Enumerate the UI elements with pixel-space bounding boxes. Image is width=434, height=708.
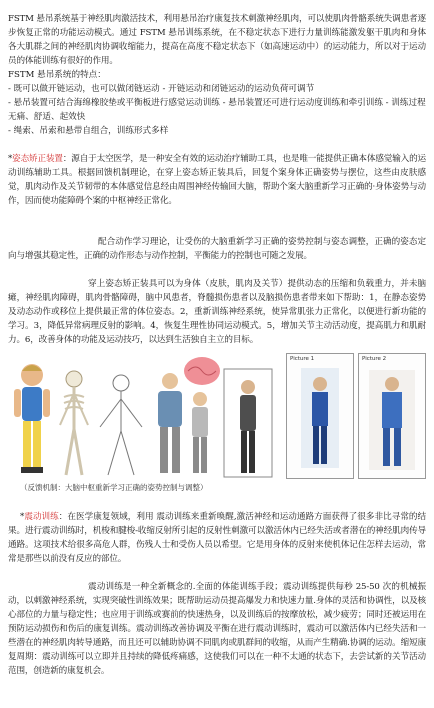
gallery-caption: （反馈机制：大脑中枢重新学习正确的姿势控制与调整） [20, 483, 208, 492]
picture-1 [286, 353, 354, 479]
skeleton-figure-icon [54, 367, 94, 479]
vibration-paragraph-2: 震动训练是一种全新概念的.全面的体能训练手段；震动训练提供每秒 25-50 次的机械振动，以刺激神经系统，实现突破性训练效果；既帮助运动员提高爆发力和快速力量.身体的灵活和协调性，以及核心部位的力量与稳定性；也应用于训练或赛前的快速热身，以及训练后的按摩放松，减少疲劳；同时还被运用在预防运动损伤和伤后的康复训练。震动训练改善协调及平衡在进行震动训练时，震动可以激活体内已经失活和一些潜在的神经肌肉转导通路，而且还可以辅助协调不同肌肉或肌群间的收缩，从而产生精确.协调的运动。缩短康复周期：震动训练可以立即并且持续的降低疼痛感，这使我们可以在一种不太通的状态下，去尝试新的关节活动范围，创造新的康复机会。 [8, 582, 426, 676]
features-title: FSTM 悬吊系统的特点： [8, 70, 106, 80]
frame-figure-icon [222, 367, 274, 479]
vibration-paragraph [8, 510, 426, 566]
feature-item: - 悬吊装置可结合海绵橡胶垫或平衡板进行感觉运动训练 - 悬吊装置还可进行运动度训练和牵引训练 - 训练过程无痛、舒适、起效快 [8, 98, 426, 122]
posture-paragraph [8, 152, 426, 208]
vibration-body-1: ：在医学康复领域，利用 震动训练来重新唤醒,激活神经和运动通路方面获得了很多非比寻常的结果。进行震动训练时，机梭和腱梭-收缩反射所引起的反射性刺激可以激活休内已经失活或者潜在的神经肌肉传导通路。这项技术给很多高危人群，伤残人士和受伤人员以希望。它是用身体的反射来使机体记住怎样去运动，常常是那些以前没有反应的部位。 [8, 512, 426, 564]
brain-figure-icon [180, 353, 224, 479]
picture-2 [358, 353, 426, 479]
bullet-marker: * [20, 512, 25, 522]
features-block [8, 68, 426, 138]
bullet-marker: * [8, 154, 13, 164]
feature-item: - 绳索、吊索和悬带自组合，训练形式多样 [8, 126, 169, 136]
suit-figure-icon [359, 354, 425, 478]
posture-paragraph-3: 穿上姿态矫正装具可以为身体（皮肤，肌肉及关节）提供动态的压缩和负载重力，并未脑瘫，神经肌肉障碍，肌肉骨骼障碍，脑中风患者，脊髓损伤患者以及脑损伤患者带来如下帮助：1，在静态姿势及动态动作或移位上提供最正常的体位姿态。2，重新训练神经系统，使异常肌张力正常化，以便进行新功能的学习。3，降低异常病理反射的影响。4，恢复生理性协同运动模式。5，增加关节主动活动度，提高肌力和肌耐力。6，改善身体的功能及运动技巧，以达到生活独自主立的目标。 [8, 279, 426, 345]
picture-1-label: Picture 1 [290, 356, 315, 362]
feature-item: - 既可以做开链运动，也可以做闭链运动 - 开链运动和闭链运动的运动负荷可调节 [8, 84, 315, 94]
posture-paragraph-2: 配合动作学习理论，让受伤的大脑重新学习正确的姿势控制与姿态调整，正确的姿态定向与增强其稳定性，正确的动作形态与动作控制，平衡能力的控制也可随之发展。 [8, 237, 426, 261]
posture-term: 姿态矫正装置 [12, 154, 63, 164]
intro-paragraph: FSTM 悬吊系统基于神经肌肉激活技术，利用悬吊治疗康复技术刺激神经肌肉，可以使肌肉骨骼系统失调患者逐步恢复正常的功能运动模式。通过 FSTM 悬吊训练系统，在不稳定状态下进行力量训练能激发躯干肌肉和身体各大肌群之间的神经肌肉协调收缩能力，提高在高度不稳定状态下（如高速运动中）的运动能力，所以对于运动员的体能训练有很好的作用。 [8, 14, 426, 66]
picture-2-label: Picture 2 [362, 356, 387, 362]
posture-body-1: ：源自于太空医学，是一种安全有效的运动治疗辅助工具，也是唯一能提供正确本体感觉输入的运动训练辅助工具。根据回馈机制理论，在穿上姿态矫正装具后，回复个案身体正确姿势与摆位，这些由皮肤感觉，肌肉动作及关节韧带的本体感觉信息经由周围神经传输回大脑，帮助个案大脑重新学习正确的·身体姿势与动作，因而使功能障碍个案的中枢神经正常化。 [8, 154, 426, 206]
child-figure-icon [10, 359, 54, 479]
stand-figure-icon [287, 354, 353, 478]
vibration-term: 震动训练 [24, 512, 59, 522]
body-outline-figure-icon [94, 371, 148, 479]
figure-gallery [10, 353, 424, 479]
